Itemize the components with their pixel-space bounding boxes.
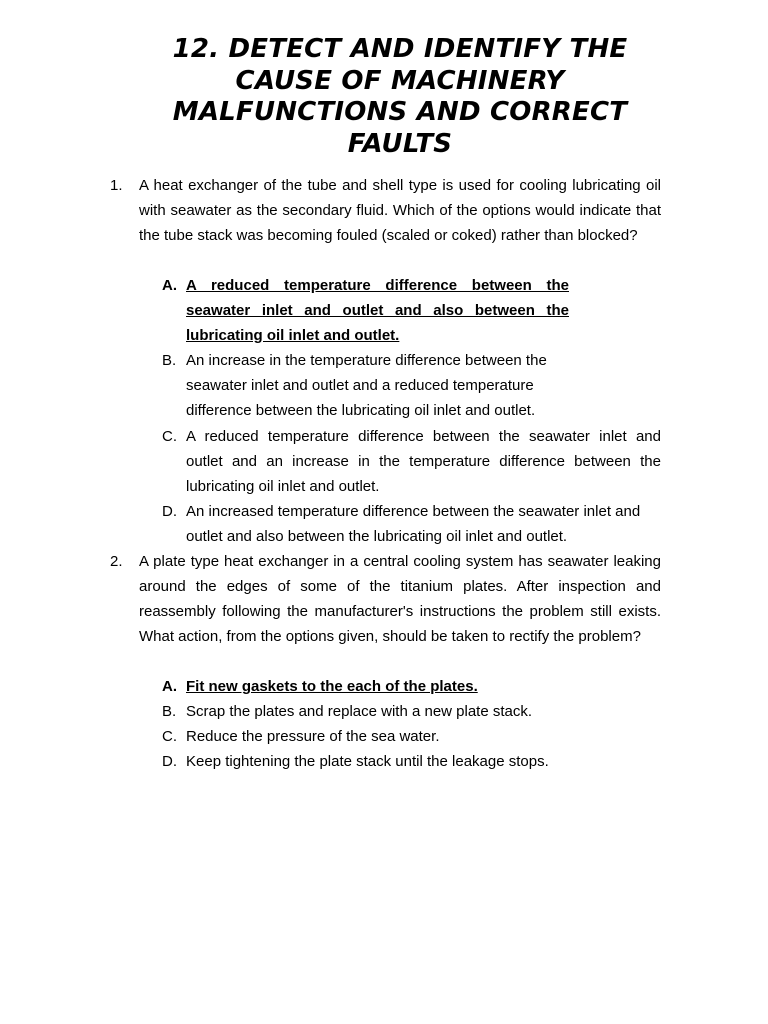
option-text: An increase in the temperature difference between the seawater inlet and outlet and a reduced temperature difference between the lubricating oil inlet and outlet. [186, 352, 547, 419]
question-text: A plate type heat exchanger in a central cooling system has seawater leaking around the edges of some of the titanium plates. After inspection and reassembly following the manufacturer's instructions the problem still exists. What action, from the options given, should be taken to rectify the problem? [139, 553, 661, 645]
page-title [100, 34, 700, 160]
question-text: A heat exchanger of the tube and shell type is used for cooling lubricating oil with seawater as the secondary fluid. Which of the options would indicate that the tube stack was becoming fouled (scaled or coked) rather than blocked? [139, 177, 661, 244]
title-line-1: 12. DETECT AND IDENTIFY THE [172, 34, 628, 64]
title-line-4: FAULTS [347, 128, 453, 159]
title-line-3: MALFUNCTIONS AND CORRECT [172, 97, 628, 127]
option-letter: B. [162, 352, 177, 369]
option-text-correct: Fit new gaskets to the each of the plates. [186, 678, 478, 695]
option-letter: D. [162, 503, 177, 520]
option-text-correct: A reduced temperature difference between the seawater inlet and outlet and also between the lubricating oil inlet and outlet. [186, 277, 569, 344]
option-letter: A. [162, 277, 177, 294]
option-letter: D. [162, 753, 177, 770]
option-letter: B. [162, 703, 177, 720]
option-text: Keep tightening the plate stack until the leakage stops. [186, 753, 549, 770]
title-line-2: CAUSE OF MACHINERY [235, 65, 565, 96]
option-letter: C. [162, 728, 177, 745]
option-text: An increased temperature difference between the seawater inlet and outlet and also between the lubricating oil inlet and outlet. [186, 503, 641, 545]
option-letter: C. [162, 428, 177, 445]
question-number: 2. [110, 553, 123, 570]
option-text: Scrap the plates and replace with a new plate stack. [186, 703, 533, 720]
option-text: Reduce the pressure of the sea water. [186, 728, 440, 745]
option-letter: A. [162, 678, 177, 695]
option-text: A reduced temperature difference between the seawater inlet and outlet and an increase in the temperature difference between the lubricating oil inlet and outlet. [186, 428, 661, 495]
question-number: 1. [110, 177, 123, 194]
